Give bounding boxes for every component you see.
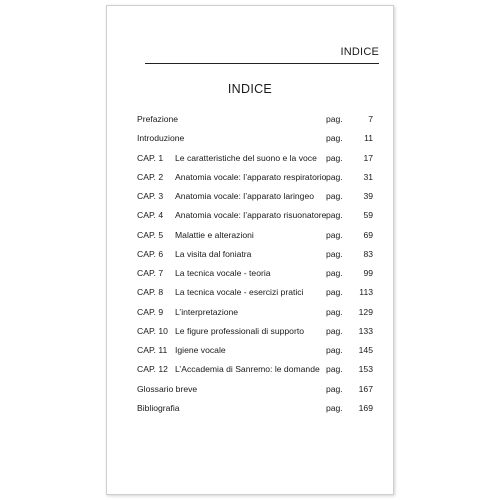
toc-page-number: 133 — [358, 325, 373, 336]
toc-chapter-number: CAP. 12 — [137, 364, 168, 375]
toc-chapter-number: CAP. 3 — [137, 191, 164, 201]
toc-entry — [137, 283, 373, 302]
toc-entry — [137, 380, 373, 399]
toc-page-label: pag. — [326, 210, 343, 221]
toc-entry — [137, 226, 373, 245]
book-page — [106, 5, 394, 495]
toc-entry-title: Igiene vocale — [175, 345, 226, 355]
toc-entry-title: Bibliografia — [137, 402, 180, 413]
toc-page-label: pag. — [326, 133, 343, 144]
toc-chapter-number: CAP. 7 — [137, 268, 164, 278]
toc-page-number: 17 — [363, 152, 373, 163]
toc-page-number: 145 — [358, 345, 373, 355]
toc-entry — [137, 341, 373, 360]
toc-page-label: pag. — [326, 383, 343, 394]
running-head-title: INDICE — [340, 46, 379, 58]
toc-chapter-number: CAP. 2 — [137, 171, 164, 182]
toc-page-label: pag. — [326, 306, 343, 317]
toc-page-label: pag. — [326, 345, 343, 355]
toc-page-number: 83 — [363, 248, 373, 259]
toc-page-label: pag. — [326, 364, 343, 375]
toc-list — [137, 110, 373, 418]
toc-page-number: 69 — [363, 229, 373, 240]
toc-entry-title: Malattie e alterazioni — [175, 229, 254, 240]
toc-entry-title: Le caratteristiche del suono e la voce — [175, 152, 317, 163]
toc-page-label: pag. — [326, 191, 343, 201]
toc-page-label: pag. — [326, 325, 343, 336]
toc-entry — [137, 399, 373, 418]
toc-page-number: 113 — [359, 287, 373, 298]
toc-entry-title: La visita dal foniatra — [175, 248, 252, 259]
toc-chapter-number: CAP. 9 — [137, 306, 164, 317]
toc-page-label: pag. — [326, 402, 343, 413]
toc-entry-title: Glossario breve — [137, 383, 198, 394]
header-rule — [145, 63, 379, 64]
toc-page-label: pag. — [326, 287, 343, 298]
toc-entry — [137, 168, 373, 187]
toc-entry — [137, 322, 373, 341]
toc-entry — [137, 187, 373, 206]
toc-page-number: 99 — [363, 268, 373, 278]
toc-page-number: 59 — [363, 210, 373, 221]
toc-page-number: 129 — [358, 306, 373, 317]
toc-entry — [137, 110, 373, 129]
toc-entry-title: La tecnica vocale - teoria — [175, 268, 271, 278]
toc-chapter-number: CAP. 4 — [137, 210, 164, 221]
toc-page-number: 7 — [368, 114, 373, 124]
toc-title: INDICE — [227, 82, 273, 96]
toc-entry — [137, 245, 373, 264]
toc-page-label: pag. — [326, 229, 343, 240]
toc-page-label: pag. — [326, 268, 343, 278]
toc-entry-title: L’interpretazione — [175, 306, 239, 317]
toc-page-number: 153 — [358, 364, 373, 375]
toc-entry — [137, 206, 373, 225]
toc-entry-title: Anatomia vocale: l’apparato respiratorio — [175, 171, 327, 182]
toc-entry-title: La tecnica vocale - esercizi pratici — [175, 287, 304, 298]
toc-entry — [137, 129, 373, 148]
toc-entry — [137, 149, 373, 168]
toc-page-number: 31 — [363, 171, 373, 182]
toc-chapter-number: CAP. 1 — [137, 152, 164, 163]
toc-entry-title: Le figure professionali di supporto — [175, 325, 304, 336]
toc-entry-title: Anatomia vocale: l’apparato laringeo — [175, 191, 315, 201]
toc-chapter-number: CAP. 10 — [137, 325, 168, 336]
toc-chapter-number: CAP. 11 — [137, 345, 168, 355]
toc-page-number: 39 — [363, 191, 373, 201]
toc-chapter-number: CAP. 5 — [137, 229, 164, 240]
toc-chapter-number: CAP. 6 — [137, 248, 164, 259]
toc-chapter-number: CAP. 8 — [137, 287, 164, 298]
toc-entry-title: Anatomia vocale: l’apparato risuonatore — [175, 210, 327, 221]
toc-page-number: 11 — [364, 133, 373, 144]
toc-page-label: pag. — [326, 152, 343, 163]
toc-entry-title: Prefazione — [137, 114, 179, 124]
toc-entry-title: L’Accademia di Sanremo: le domande — [175, 364, 320, 375]
toc-page-label: pag. — [326, 171, 343, 182]
toc-entry — [137, 264, 373, 283]
toc-entry — [137, 303, 373, 322]
toc-entry-title: Introduzione — [137, 133, 185, 144]
toc-entry — [137, 360, 373, 379]
toc-page-number: 167 — [358, 383, 373, 394]
toc-page-label: pag. — [326, 114, 343, 124]
toc-page-label: pag. — [326, 248, 343, 259]
toc-page-number: 169 — [358, 402, 373, 413]
